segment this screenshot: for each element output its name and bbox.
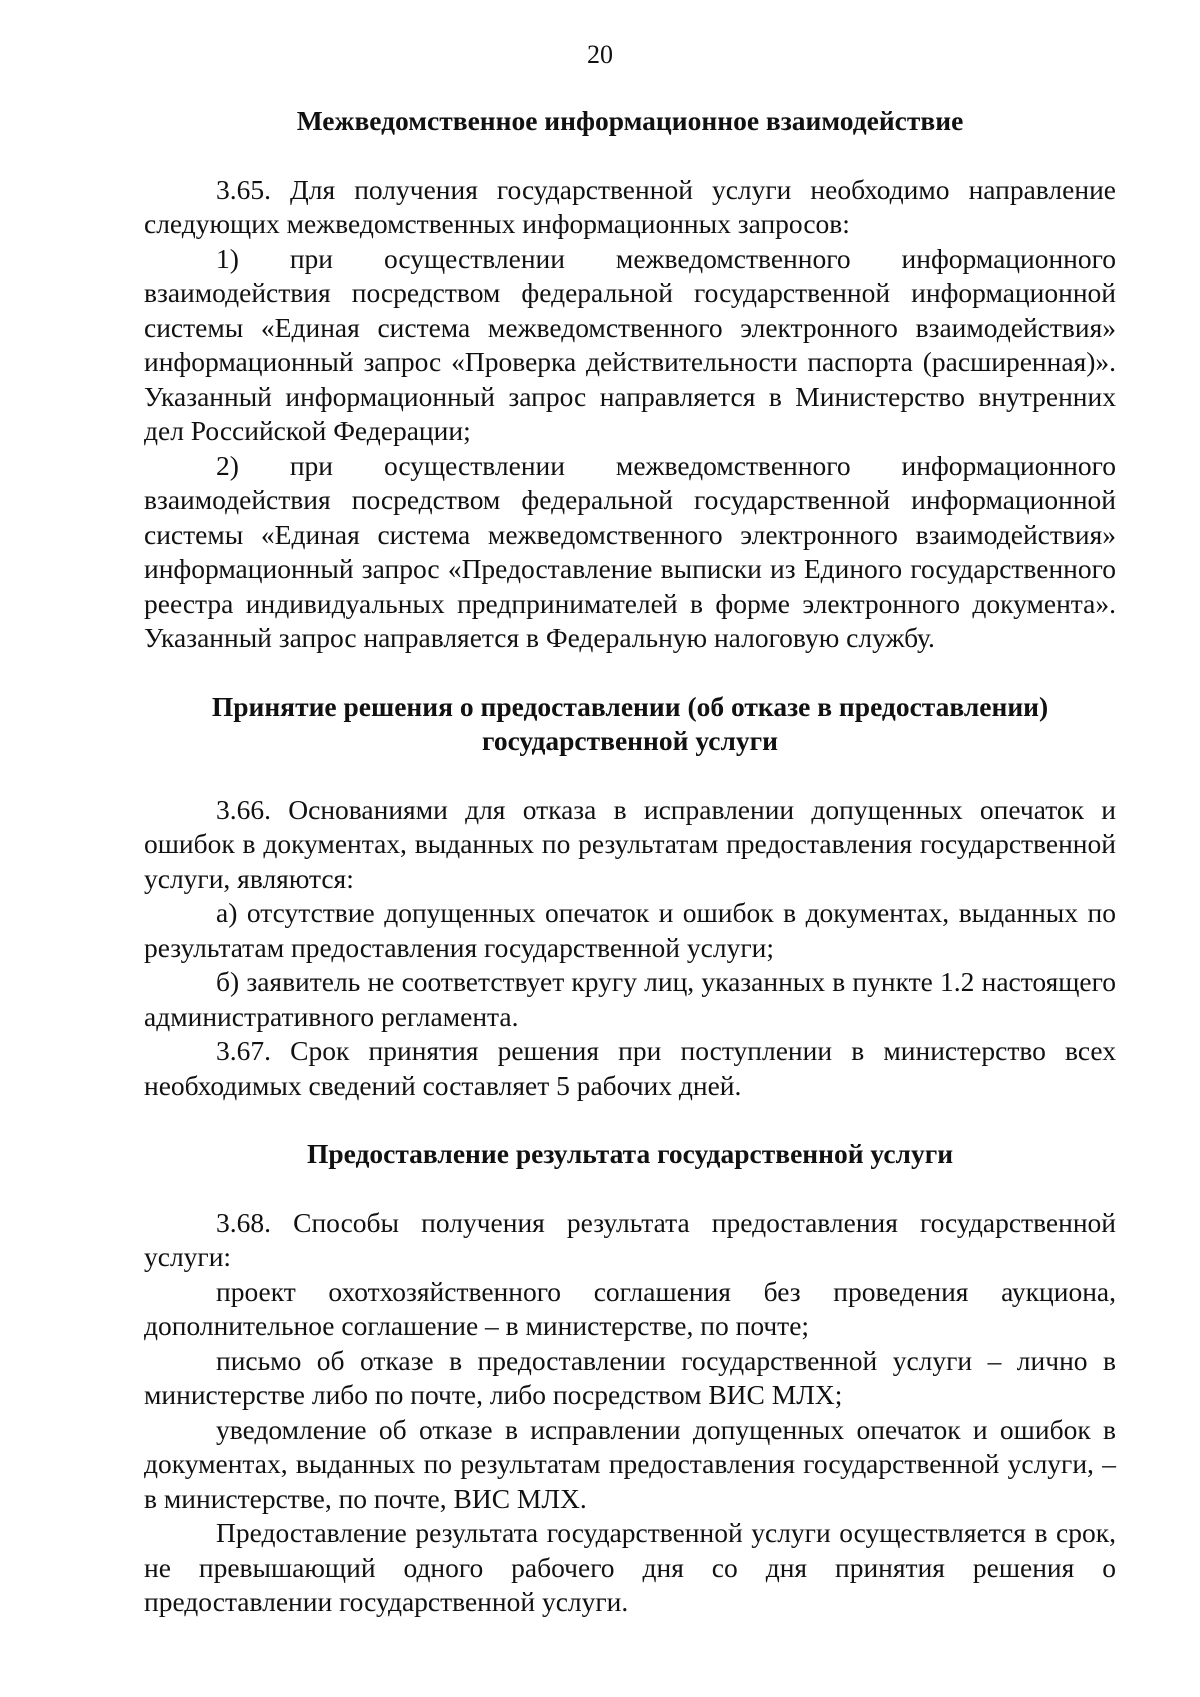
page-number: 20 [587, 40, 613, 69]
paragraph-result-refusal-letter: письмо об отказе в предоставлении государственной услуги – лично в министерстве либо по почте, либо посредством ВИС МЛХ; [144, 1344, 1116, 1410]
paragraph-result-notification: уведомление об отказе в исправлении допущенных опечаток и ошибок в документах, выданных по результатам предоставления государственной услуги, – в министерстве, по почте, ВИС МЛХ. [144, 1413, 1116, 1514]
section-heading: Межведомственное информационное взаимодействие [296, 105, 964, 136]
paragraph-3-65: 3.65. Для получения государственной услуги необходимо направление следующих межведомственных информационных запросов: [144, 173, 1116, 239]
section-interagency-interaction [144, 104, 1116, 656]
paragraph-3-68: 3.68. Способы получения результата предоставления государственной услуги: [144, 1206, 1116, 1272]
section-result [144, 1137, 1116, 1620]
paragraph-item-b: б) заявитель не соответствует кругу лиц, указанных в пункте 1.2 настоящего административного регламента. [144, 966, 1116, 1032]
section-heading: Предоставление результата государственной услуги [306, 1138, 954, 1169]
paragraph-item-1: 1) при осуществлении межведомственного информационного взаимодействия посредством федеральной государственной информационной системы «Единая система межведомственного электронного взаимодействия» информационный запрос «Проверка действительности паспорта (расширенная)». Указанный информационный запрос направляется в Министерство внутренних дел Российской Федерации; [144, 242, 1116, 446]
section-heading [144, 690, 1116, 759]
section-decision [144, 690, 1116, 1104]
section-heading-line: государственной услуги [482, 725, 778, 756]
paragraph-item-2: 2) при осуществлении межведомственного информационного взаимодействия посредством федеральной государственной информационной системы «Единая система межведомственного электронного взаимодействия» информационный запрос «Предоставление выписки из Единого государственного реестра индивидуальных предпринимателей в форме электронного документа». Указанный запрос направляется в Федеральную налоговую службу. [144, 449, 1116, 653]
section-heading-line: Принятие решения о предоставлении (об отказе в предоставлении) [211, 690, 1049, 722]
paragraph-result-deadline: Предоставление результата государственной услуги осуществляется в срок, не превышающий одного рабочего дня со дня принятия решения о предоставлении государственной услуги. [144, 1517, 1116, 1617]
paragraph-3-66: 3.66. Основаниями для отказа в исправлении допущенных опечаток и ошибок в документах, выданных по результатам предоставления государственной услуги, являются: [144, 793, 1116, 894]
page-content [144, 104, 1116, 1620]
paragraph-item-a: а) отсутствие допущенных опечаток и ошибок в документах, выданных по результатам предоставления государственной услуги; [144, 897, 1116, 963]
paragraph-3-67: 3.67. Срок принятия решения при поступлении в министерство всех необходимых сведений составляет 5 рабочих дней. [144, 1035, 1116, 1101]
paragraph-result-agreement: проект охотхозяйственного соглашения без проведения аукциона, дополнительное соглашение – в министерстве, по почте; [144, 1275, 1116, 1341]
